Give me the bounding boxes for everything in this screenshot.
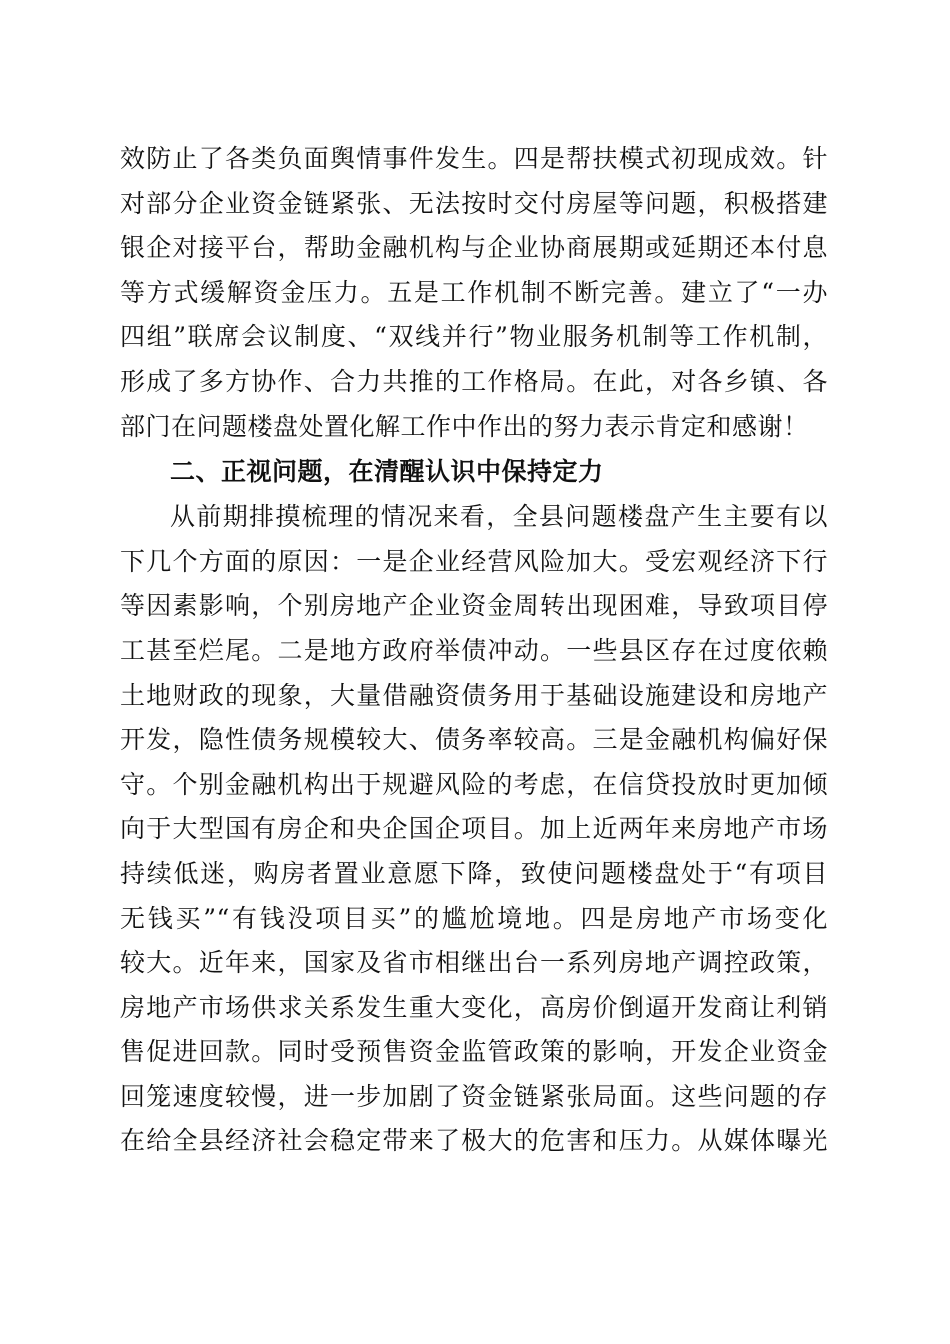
text-line: 开发，隐性债务规模较大、债务率较高。三是金融机构偏好保 [120, 725, 828, 755]
text-line: 较大。近年来，国家及省市相继出台一系列房地产调控政策， [120, 948, 828, 978]
text-line: 四组”联席会议制度、“双线并行”物业服务机制等工作机制， [120, 322, 828, 352]
text-line: 等因素影响，个别房地产企业资金周转出现困难，导致项目停 [120, 591, 828, 621]
text-line: 向于大型国有房企和央企国企项目。加上近两年来房地产市场 [120, 814, 828, 844]
text-line: 银企对接平台，帮助金融机构与企业协商展期或延期还本付息 [120, 233, 828, 263]
text-line: 售促进回款。同时受预售资金监管政策的影响，开发企业资金 [120, 1037, 828, 1067]
paragraph-causes [120, 495, 828, 1164]
paragraph-achievements [120, 137, 828, 449]
text-line: 对部分企业资金链紧张、无法按时交付房屋等问题，积极搭建 [120, 188, 828, 218]
text-line: 无钱买”“有钱没项目买”的尴尬境地。四是房地产市场变化 [120, 903, 828, 933]
text-line: 回笼速度较慢，进一步加剧了资金链紧张局面。这些问题的存 [120, 1081, 828, 1111]
text-line: 守。个别金融机构出于规避风险的考虑，在信贷投放时更加倾 [120, 769, 828, 799]
text-line: 部门在问题楼盘处置化解工作中作出的努力表示肯定和感谢！ [120, 411, 809, 441]
text-line: 效防止了各类负面舆情事件发生。四是帮扶模式初现成效。针 [120, 144, 828, 173]
text-line: 房地产市场供求关系发生重大变化，高房价倒逼开发商让利销 [120, 992, 828, 1022]
text-line: 工甚至烂尾。二是地方政府举债冲动。一些县区存在过度依赖 [120, 635, 828, 665]
text-line: 等方式缓解资金压力。五是工作机制不断完善。建立了“一办 [120, 277, 828, 307]
text-line: 在给全县经济社会稳定带来了极大的危害和压力。从媒体曝光 [120, 1126, 828, 1156]
document-body [120, 137, 828, 1164]
section-heading: 二、正视问题，在清醒认识中保持定力 [170, 457, 604, 487]
text-line: 形成了多方协作、合力共推的工作格局。在此，对各乡镇、各 [120, 366, 828, 396]
text-line: 从前期排摸梳理的情况来看，全县问题楼盘产生主要有以 [170, 502, 828, 532]
text-line: 下几个方面的原因：一是企业经营风险加大。受宏观经济下行 [120, 546, 828, 576]
text-line: 土地财政的现象，大量借融资债务用于基础设施建设和房地产 [120, 680, 828, 710]
text-line: 持续低迷，购房者置业意愿下降，致使问题楼盘处于“有项目 [120, 858, 828, 888]
